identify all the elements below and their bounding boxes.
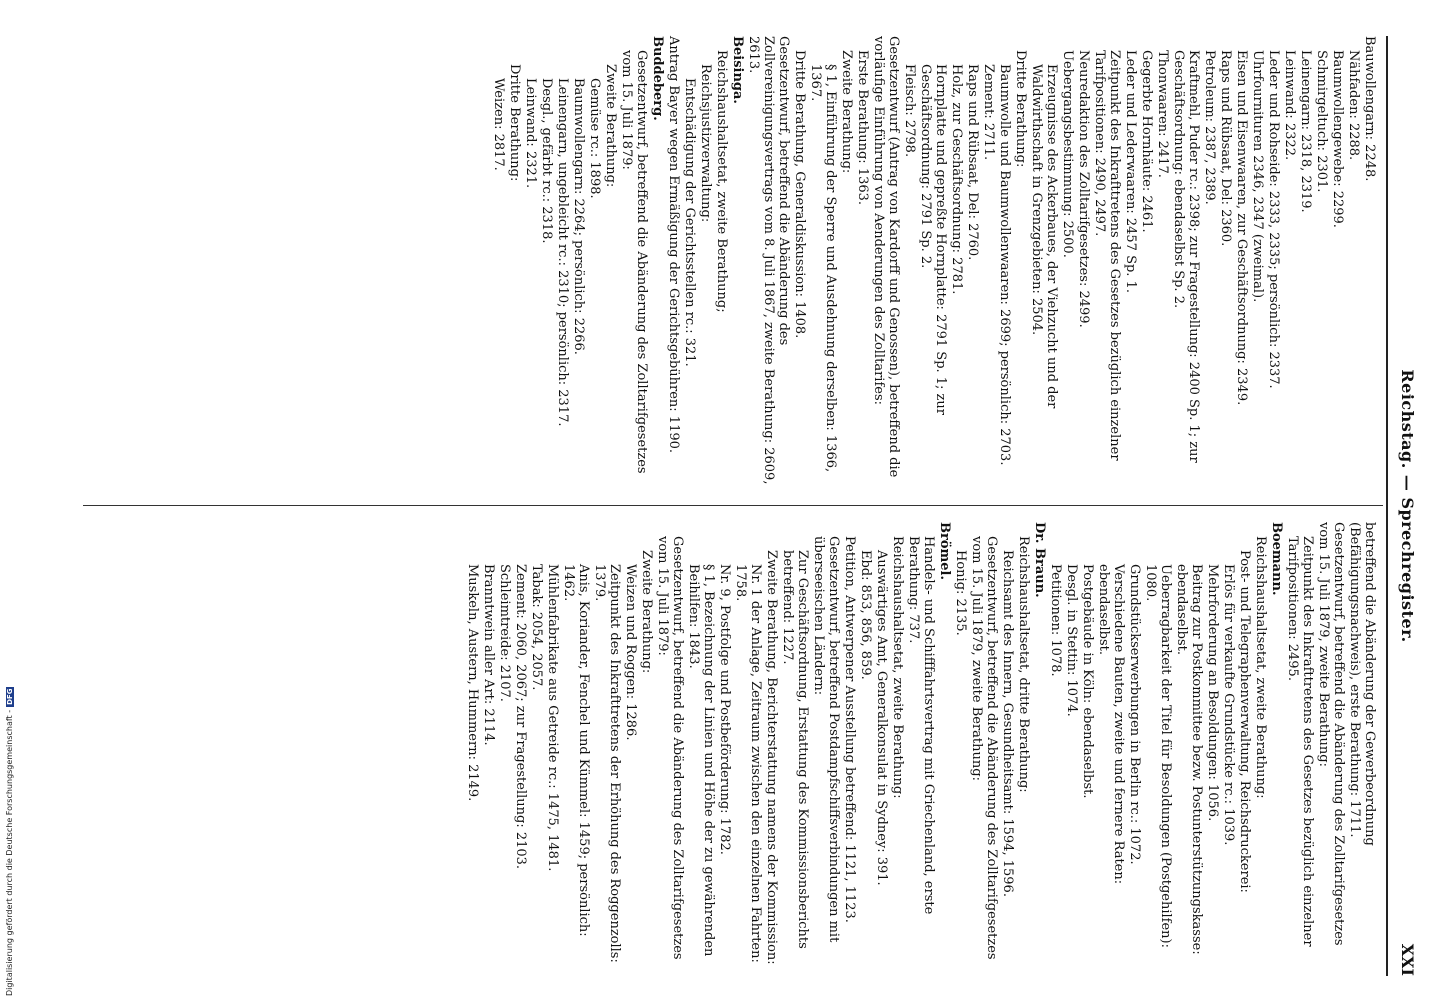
index-entry-text: Holz, zur Geschäftsordnung: 2781. bbox=[949, 64, 964, 295]
index-entry bbox=[871, 36, 901, 486]
speaker-name bbox=[730, 36, 745, 486]
index-entry-text: Petroleum: 2387, 2389. bbox=[1202, 50, 1217, 205]
index-entry-text: Zement: 2060, 2067; zur Fragestellung: 2103. bbox=[513, 564, 528, 870]
index-entry-text: Schmirgeltuch: 2301. bbox=[1314, 50, 1329, 193]
index-entry bbox=[1218, 36, 1233, 486]
speaker-name-text: Buddeberg. bbox=[650, 36, 665, 121]
index-entry bbox=[465, 522, 480, 972]
index-entry-text: Raps und Rübsaat, Del: 2360. bbox=[1218, 50, 1233, 247]
index-entry-text: Erlös für verkaufte Grundstücke rc.: 1039. bbox=[1221, 564, 1236, 846]
index-entry-text: Gemüse rc.: 1898. bbox=[587, 78, 602, 199]
index-entry bbox=[839, 36, 854, 486]
right-column bbox=[464, 522, 1377, 972]
index-entry-text: Handels- und Schifffahrtsvertrag mit Griechenland, erste Berathung: 737. bbox=[906, 536, 936, 915]
index-entry-text: Reichshaushaltsetat, zweite Berathung: bbox=[1253, 536, 1268, 799]
speaker-name bbox=[1032, 522, 1047, 972]
index-entry bbox=[902, 36, 917, 486]
index-entry-text: Leinengarn: 2318, 2319. bbox=[1298, 50, 1313, 213]
rotated-page-content bbox=[47, 36, 1417, 976]
index-entry-text: Gesetzentwurf, betreffend Postdampfschiffsverbindungen mit überseeischen Ländern: bbox=[811, 536, 841, 943]
index-entry bbox=[1316, 522, 1346, 972]
index-entry bbox=[733, 522, 763, 972]
index-entry-text: § 1, Einführung der Sperre und Ausdehnung derselben: 1366, 1367. bbox=[808, 64, 838, 473]
index-entry-text: Reichsjustizverwaltung: bbox=[698, 64, 713, 223]
index-entry-text: Entschädigung der Gerichtsstellen rc.: 321. bbox=[682, 78, 697, 367]
index-entry-text: Weizen und Roggen: 1286. bbox=[623, 564, 638, 741]
index-entry-text: Zeitpunkt des Inkrafttretens der Erhöhung des Roggenzolls: 1379. bbox=[592, 564, 622, 963]
index-entry-text: Desgl., gefärbt rc.: 2318. bbox=[539, 78, 554, 244]
index-entry-text: Hornplatte und gepreßte Hornplatte: 2791 Sp. 1; zur Geschäftsordnung: 2791 Sp. 2. bbox=[918, 64, 948, 415]
index-entry-text: Antrag Bayer wegen Ermäßigung der Gerichtsgebühren: 1190. bbox=[666, 36, 681, 454]
index-entry bbox=[792, 36, 807, 486]
index-entry-text: Reichshaushaltsetat, zweite Berathung; bbox=[714, 50, 729, 313]
index-entry bbox=[1285, 522, 1315, 972]
index-entry-text: Gesetzentwurf, betreffend die Abänderung des Zolltarifgesetzes vom 15. Juli 1879, zweite Berathung: bbox=[969, 536, 999, 960]
index-entry bbox=[666, 36, 681, 486]
index-entry-text: Honig: 2135. bbox=[953, 550, 968, 636]
index-entry-text: Leinengarn, ungebleicht rc.: 2310; persönlich: 2317. bbox=[555, 78, 570, 427]
index-entry bbox=[764, 522, 779, 972]
index-entry-text: § 1, Bezeichnung der Linien und Höhe der zu gewährenden Beihilfen: 1843. bbox=[686, 564, 716, 957]
index-entry bbox=[1266, 36, 1281, 486]
index-entry-text: Postgebäude in Köln: ebendaselbst. bbox=[1080, 564, 1095, 799]
index-entry bbox=[539, 36, 554, 486]
index-entry bbox=[1237, 522, 1252, 972]
index-entry bbox=[686, 522, 716, 972]
index-entry-text: Branntwein aller Art: 2114. bbox=[481, 564, 496, 746]
index-entry-text: Leinwand: 2322. bbox=[1282, 50, 1297, 161]
index-entry-text: Tabak: 2054, 2057. bbox=[529, 564, 544, 691]
index-entry bbox=[808, 36, 838, 486]
scan-footer bbox=[0, 0, 14, 1000]
speaker-name-text: Brömel. bbox=[937, 522, 952, 580]
index-entry-text: Dritte Berathung, Generaldiskussion: 1408. bbox=[792, 50, 807, 339]
index-entry bbox=[639, 522, 654, 972]
index-entry-text: Muskeln, Austern, Hummern: 2149. bbox=[465, 564, 480, 802]
dfg-logo: DFG bbox=[6, 688, 14, 705]
index-entry bbox=[529, 522, 544, 972]
index-entry-text: Verschiedene Bauten, zweite und fernere Raten: ebendaselbst. bbox=[1096, 564, 1126, 885]
index-entry-text: Dritte Berathung: bbox=[1013, 50, 1028, 168]
index-entry-text: Zeitpunkt des Inkrafttretens des Gesetzes bezüglich einzelner Tarifpositionen: 2495. bbox=[1285, 536, 1315, 947]
index-entry bbox=[858, 522, 873, 972]
index-entry bbox=[603, 36, 618, 486]
header-rule bbox=[1386, 36, 1388, 976]
index-entry-text: Eisen und Eisenwaaren, zur Geschäftsordnung: 2349. bbox=[1234, 50, 1249, 406]
index-entry bbox=[698, 36, 713, 486]
index-entry bbox=[1064, 522, 1079, 972]
index-entry bbox=[513, 522, 528, 972]
index-entry bbox=[1346, 36, 1361, 486]
index-entry bbox=[561, 522, 591, 972]
index-entry bbox=[811, 522, 841, 972]
footer-attribution bbox=[5, 687, 14, 996]
index-entry-text: Erste Berathung: 1363. bbox=[855, 50, 870, 206]
index-entry bbox=[981, 36, 996, 486]
index-entry-text: Mühlenfabrikate aus Getreide rc.: 1475, 1481. bbox=[545, 564, 560, 872]
index-entry-text: Kraftmehl, Puder rc.: 2398; zur Fragestellung: 2400 Sp. 1; zur Geschäftsordnung: ebendaselbst Sp. 2. bbox=[1171, 50, 1201, 463]
index-entry bbox=[491, 36, 506, 486]
index-entry-text: Anis, Koriander, Fenchel und Kümmel: 1459; persönlich: 1462. bbox=[561, 564, 591, 937]
index-entry bbox=[953, 522, 968, 972]
index-entry-text: Grundstückserwerbungen in Berlin rc.: 1072. bbox=[1127, 564, 1142, 865]
index-entry bbox=[1330, 36, 1345, 486]
index-entry-text: Zweite Berathung: bbox=[639, 550, 654, 674]
index-entry bbox=[1096, 522, 1126, 972]
index-entry bbox=[682, 36, 697, 486]
index-entry-text: Zur Geschäftsordnung, Erstattung des Kommissionsberichts betreffend: 1227. bbox=[780, 550, 810, 949]
index-entry-text: Reichsamt des Innern, Gesundheitsamt: 1594, 1596. bbox=[1000, 550, 1015, 897]
index-entry-text: Nähfaden: 2288. bbox=[1346, 50, 1361, 161]
index-entry bbox=[592, 522, 622, 972]
index-entry bbox=[1174, 522, 1204, 972]
document-page bbox=[25, 0, 1432, 1000]
speaker-name bbox=[650, 36, 665, 486]
index-entry-text: Gesetzentwurf, betreffend die Abänderung des Zolltarifgesetzes vom 15. Juli 1879: bbox=[619, 50, 649, 474]
page-title: Reichstag. — Sprechregister. bbox=[1398, 369, 1417, 643]
index-entry bbox=[855, 36, 870, 486]
index-entry-text: Fleisch: 2798. bbox=[902, 64, 917, 158]
index-entry-text: Ebd: 853, 856, 859. bbox=[858, 550, 873, 680]
index-entry bbox=[717, 522, 732, 972]
index-entry-text: Reichshaushaltsetat, zweite Berathung: bbox=[890, 536, 905, 799]
index-entry bbox=[1080, 522, 1095, 972]
index-entry-text: Baumwollengewebe: 2299. bbox=[1330, 50, 1345, 228]
index-entry bbox=[1143, 522, 1173, 972]
index-entry bbox=[1205, 522, 1220, 972]
index-entry-text: Zweite Berathung, Berichterstattung namens der Kommission: bbox=[764, 550, 779, 965]
index-entry-text: Nr. 9, Postfolge und Postbeförderung: 1782. bbox=[717, 564, 732, 855]
index-entry-text: Gesetzentwurf, betreffend die Abänderung des Zolltarifgesetzes vom 15. Juli 1879, zweite Berathung: bbox=[1316, 522, 1346, 946]
index-entry-text: Gesetzentwurf, betreffend die Abänderung des Zolltarifgesetzes vom 15. Juli 1879: bbox=[655, 536, 685, 960]
index-entry-text: Gesetzentwurf (Antrag von Kardorff und Genossen), betreffend die vorläufige Einführung von Aenderungen des Zolltarifes: bbox=[871, 36, 901, 478]
index-entry bbox=[1139, 36, 1154, 486]
index-entry bbox=[969, 522, 999, 972]
left-column bbox=[490, 36, 1377, 486]
index-entry-text: Neuredaktion des Zolltarifgesetzes: 2499. bbox=[1076, 50, 1091, 328]
index-entry bbox=[1155, 36, 1170, 486]
index-entry bbox=[1127, 522, 1142, 972]
index-entry bbox=[1202, 36, 1217, 486]
index-entry bbox=[619, 36, 649, 486]
index-entry bbox=[555, 36, 570, 486]
index-entry-text: Leder und Rohseide: 2333, 2335; persönlich: 2337. bbox=[1266, 50, 1281, 389]
speaker-name bbox=[937, 522, 952, 972]
index-entry bbox=[1060, 36, 1075, 486]
index-entry-text: Ueberragbarkeit der Titel für Besoldungen (Postgehilfen): 1080. bbox=[1143, 564, 1173, 949]
index-entry bbox=[1253, 522, 1268, 972]
index-entry-text: Uhrfournituren 2346, 2347 (zweimal). bbox=[1250, 50, 1265, 303]
index-entry bbox=[965, 36, 980, 486]
index-entry-text: Baumwollengarn: 2264; persönlich: 2266. bbox=[571, 78, 586, 355]
index-entry bbox=[1234, 36, 1249, 486]
index-entry-text: Baumwolle und Baumwollenwaaren: 2699; persönlich: 2703. bbox=[997, 64, 1012, 466]
index-entry-text: Schleimtreide: 2107. bbox=[497, 564, 512, 702]
index-entry-text: Reichshaushaltsetat, dritte Berathung: bbox=[1016, 536, 1031, 793]
index-entry-text: Mehrforderung an Besoldungen: 1056. bbox=[1205, 564, 1220, 822]
index-entry-text: Zweite Berathung: bbox=[603, 64, 618, 188]
index-entry bbox=[1016, 522, 1031, 972]
footer-text: Digitalisierung gefördert durch die Deutsche Forschungsgemeinschaft - bbox=[5, 709, 14, 996]
page-number: XXI bbox=[1398, 943, 1417, 976]
index-entry bbox=[545, 522, 560, 972]
index-entry-text: Bauwollengarn: 2248. bbox=[1362, 36, 1377, 182]
column-divider bbox=[83, 505, 1383, 506]
index-entry bbox=[906, 522, 936, 972]
speaker-name-text: Beisinga. bbox=[730, 36, 745, 104]
index-entry-text: Raps und Rübsaat, Del: 2760. bbox=[965, 64, 980, 261]
index-entry-text: Uebergangsbestimmung: 2500. bbox=[1060, 50, 1075, 258]
index-entry-text: Leder und Lederwaaren: 2457 Sp. 1. bbox=[1123, 50, 1138, 293]
page-header bbox=[1395, 36, 1417, 976]
index-entry bbox=[1092, 36, 1122, 486]
index-entry bbox=[587, 36, 602, 486]
index-entry-text: Dritte Berathung: bbox=[507, 64, 522, 182]
index-entry bbox=[1314, 36, 1329, 486]
index-entry-text: Zement: 2711. bbox=[981, 64, 996, 161]
index-entry bbox=[1171, 36, 1201, 486]
index-entry bbox=[1250, 36, 1265, 486]
index-entry-text: betreffend die Abänderung der Gewerbeordnung (Befähigungsnachweis), erste Berathung: 1711. bbox=[1347, 522, 1377, 846]
index-entry bbox=[523, 36, 538, 486]
index-entry-text: Zweite Berathung: bbox=[839, 50, 854, 174]
index-entry bbox=[890, 522, 905, 972]
index-entry-text: Desgl. in Stettin: 1074. bbox=[1064, 564, 1079, 717]
index-entry bbox=[571, 36, 586, 486]
index-entry bbox=[1123, 36, 1138, 486]
index-entry bbox=[714, 36, 729, 486]
speaker-name bbox=[1269, 522, 1284, 972]
index-entry bbox=[918, 36, 948, 486]
index-entry bbox=[842, 522, 857, 972]
index-entry bbox=[507, 36, 522, 486]
index-entry-text: Beitrag zur Postkommittee bezw. Postunterstützungskasse: ebendaselbst. bbox=[1174, 564, 1204, 955]
index-entry-text: Nr. 1 der Anlage, Zeitraum zwischen den einzelnen Fahrten: 1758. bbox=[733, 564, 763, 963]
index-entry bbox=[1029, 36, 1059, 486]
index-entry bbox=[1048, 522, 1063, 972]
index-entry bbox=[1000, 522, 1015, 972]
index-entry-text: Weizen: 2817. bbox=[491, 78, 506, 171]
index-entry bbox=[997, 36, 1012, 486]
index-entry-text: Leinwand: 2321. bbox=[523, 78, 538, 189]
index-entry bbox=[780, 522, 810, 972]
index-entry-text: Thonwaaren: 2417. bbox=[1155, 50, 1170, 178]
index-entry bbox=[623, 522, 638, 972]
index-entry-text: Zeitpunkt des Inkrafttretens des Gesetzes bezüglich einzelner Tarifpositionen: 2490, 2497. bbox=[1092, 50, 1122, 461]
index-entry bbox=[1298, 36, 1313, 486]
index-entry bbox=[746, 36, 791, 486]
index-entry bbox=[481, 522, 496, 972]
index-entry bbox=[1347, 522, 1377, 972]
index-entry bbox=[1282, 36, 1297, 486]
speaker-name-text: Boemann. bbox=[1269, 522, 1284, 596]
index-entry bbox=[655, 522, 685, 972]
index-entry-text: Gegerbte Hornhäute: 2461. bbox=[1139, 50, 1154, 233]
index-entry-text: Auswärtiges Amt, Generalkonsulat in Sydney: 391. bbox=[874, 550, 889, 886]
index-entry-text: Post- und Telegraphenverwaltung, Reichsdruckerei: bbox=[1237, 550, 1252, 893]
index-entry-text: Gesetzentwurf, betreffend die Abänderung des Zollvereinigungsvertrags vom 8. Juli 1867, zweite Berathung: 2609, 2613. bbox=[746, 36, 791, 485]
index-entry-text: Petitionen: 1078. bbox=[1048, 564, 1063, 677]
index-entry bbox=[497, 522, 512, 972]
index-entry-text: Erzeugnisse des Ackerbaues, der Viehzucht und der Waldwirthschaft in Grenzgebieten: 2504. bbox=[1029, 64, 1059, 409]
index-entry bbox=[1362, 36, 1377, 486]
speaker-name-text: Dr. Braun. bbox=[1032, 522, 1047, 598]
index-entry bbox=[1221, 522, 1236, 972]
index-entry bbox=[1076, 36, 1091, 486]
index-entry-text: Petition, Antwerpener Ausstellung betreffend: 1121, 1123. bbox=[842, 536, 857, 923]
index-entry bbox=[1013, 36, 1028, 486]
index-entry bbox=[949, 36, 964, 486]
index-entry bbox=[874, 522, 889, 972]
